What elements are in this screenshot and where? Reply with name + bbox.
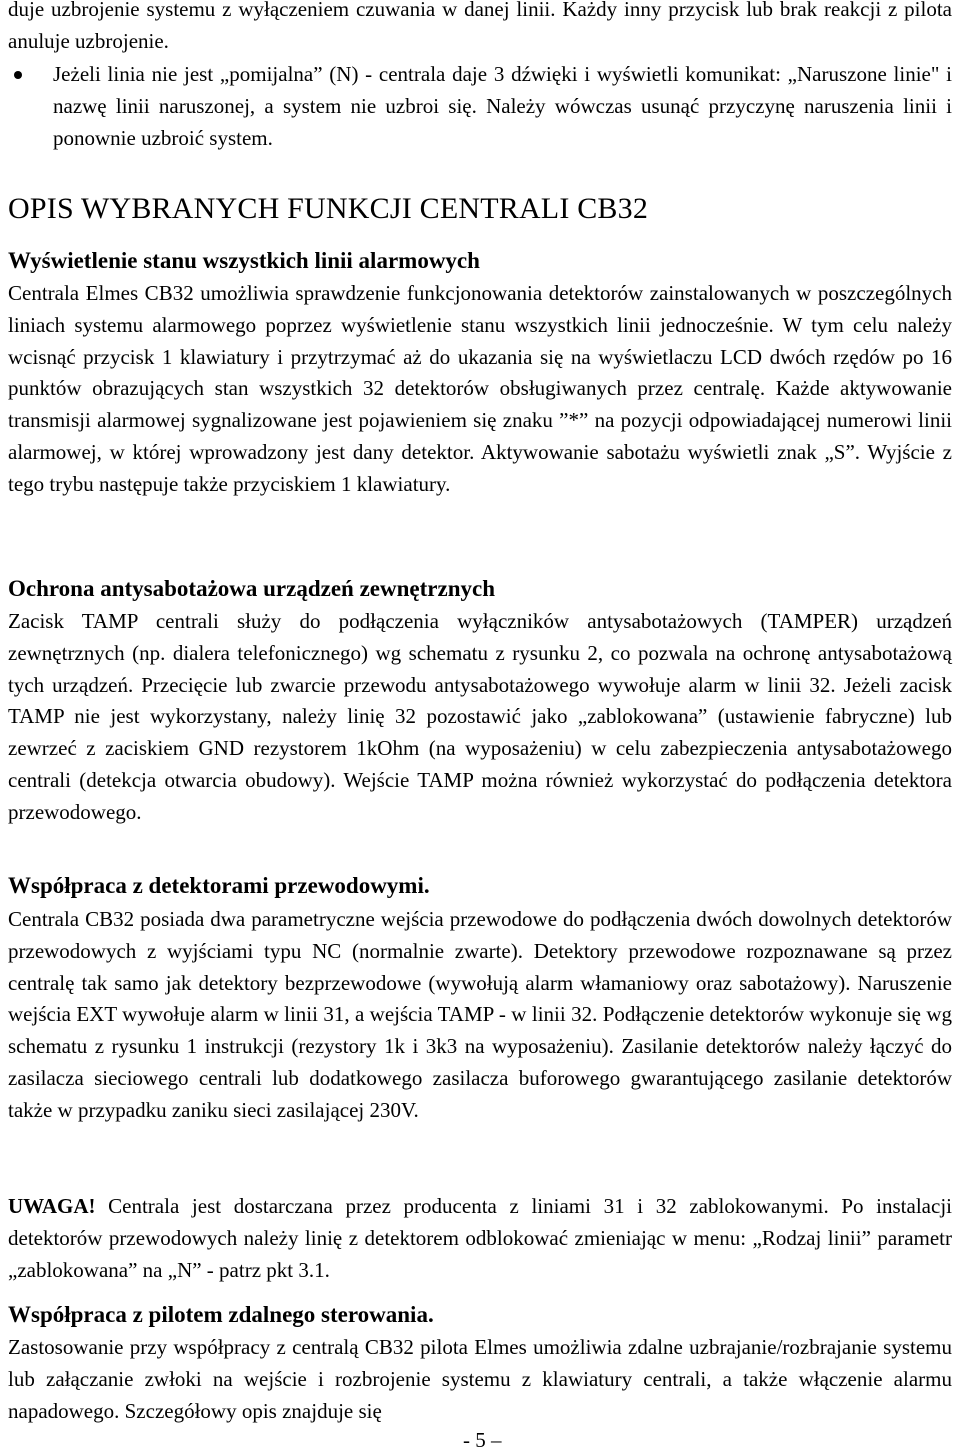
section-body-tamper: Zacisk TAMP centrali służy do podłączenia wyłączników antysabotażowych (TAMPER) urządzeń zewnętrznych (np. dialera telefonicznego) wg schematu z rysunku 2, co pozwala na ochronę antysabotażową tych urządzeń. Przecięcie lub zwarcie przewodu antysabotażowego wywołuje alarm w linii 32. Jeżeli zacisk TAMP nie jest wykorzystany, należy linię 32 pozostawić jako „zablokowana” (ustawienie fabryczne) lub zewrzeć z zaciskiem GND rezystorem 1kOhm (na wyposażeniu) w celu zabezpieczenia antysabotażowego centrali (detekcja otwarcia obudowy). Wejście TAMP można również wykorzystać do podłączenia detektora przewodowego. [8,609,952,824]
note-text: Centrala jest dostarczana przez producenta z liniami 31 i 32 zablokowanymi. Po instalacji detektorów przewodowych należy linię z detektorem odblokować zmieniając w menu: „Rodzaj linii” parametr „zablokowana” na „N” - patrz pkt 3.1. [8,1194,952,1282]
section-body-remote: Zastosowanie przy współpracy z centralą CB32 pilota Elmes umożliwia zdalne uzbrajanie/rozbrajanie systemu lub załączanie zwłoki na wejście i rozbrojenie systemu z klawiatury centrali, a także włączenie alarmu napadowego. Szczegółowy opis znajduje się [8,1335,952,1423]
intro-bullet-text: Jeżeli linia nie jest „pomijalna” (N) - centrala daje 3 dźwięki i wyświetli komunikat: „Naruszone linie" i nazwę linii naruszonej, a system nie uzbroi się. Należy wówczas usunąć przyczynę naruszenia linii i ponownie uzbroić system. [53,62,952,150]
intro-continuation: duje uzbrojenie systemu z wyłączeniem czuwania w danej linii. Każdy inny przycisk lub brak reakcji z pilota anuluje uzbrojenie. [8,0,952,53]
note-paragraph [8,1191,952,1286]
main-title: OPIS WYBRANYCH FUNKCJI CENTRALI CB32 [8,192,649,225]
intro-bullet [8,59,952,154]
section-body-display: Centrala Elmes CB32 umożliwia sprawdzenie funkcjonowania detektorów zainstalowanych w poszczególnych liniach systemu alarmowego poprzez wyświetlenie stanu wszystkich linii jednocześnie. W tym celu należy wcisnąć przycisk 1 klawiatury i przytrzymać aż do ukazania się na wyświetlaczu LCD dwóch rzędów po 16 punktów obrazujących stan wszystkich 32 detektorów obsługiwanych przez centralę. Każde aktywowanie transmisji alarmowej sygnalizowane jest pojawieniem się znaku ”*” na pozycji odpowiadającej numerowi linii alarmowej, w której wprowadzony jest dany detektor. Aktywowanie sabotażu wyświetli znak „S”. Wyjście z tego trybu następuje także przyciskiem 1 klawiatury. [8,281,952,496]
section-body-wired: Centrala CB32 posiada dwa parametryczne wejścia przewodowe do podłączenia dwóch dowolnych detektorów przewodowych z wyjściami typu NC (normalnie zwarte). Detektory przewodowe rozpoznawane są przez centralę tak samo jak detektory bezprzewodowe (wywołują alarm włamaniowy oraz sabotażowy). Naruszenie wejścia EXT wywołuje alarm w linii 31, a wejścia TAMP - w linii 32. Podłączenie detektorów wykonuje się wg schematu z rysunku 1 instrukcji (rezystory 1k i 3k3 na wyposażeniu). Zasilanie detektorów należy łączyć do zasilacza sieciowego centrali lub dodatkowego zasilacza buforowego gwarantującego zasilanie detektorów także w przypadku zaniku sieci zasilającej 230V. [8,907,952,1122]
note-label: UWAGA! [8,1194,96,1218]
section-heading-display: Wyświetlenie stanu wszystkich linii alarmowych [8,248,480,273]
bullet-icon [14,71,22,79]
section-heading-tamper: Ochrona antysabotażowa urządzeń zewnętrznych [8,576,495,601]
section-heading-wired: Współpraca z detektorami przewodowymi. [8,873,430,898]
page-number: - 5 – [463,1428,502,1452]
section-heading-remote: Współpraca z pilotem zdalnego sterowania. [8,1302,434,1327]
